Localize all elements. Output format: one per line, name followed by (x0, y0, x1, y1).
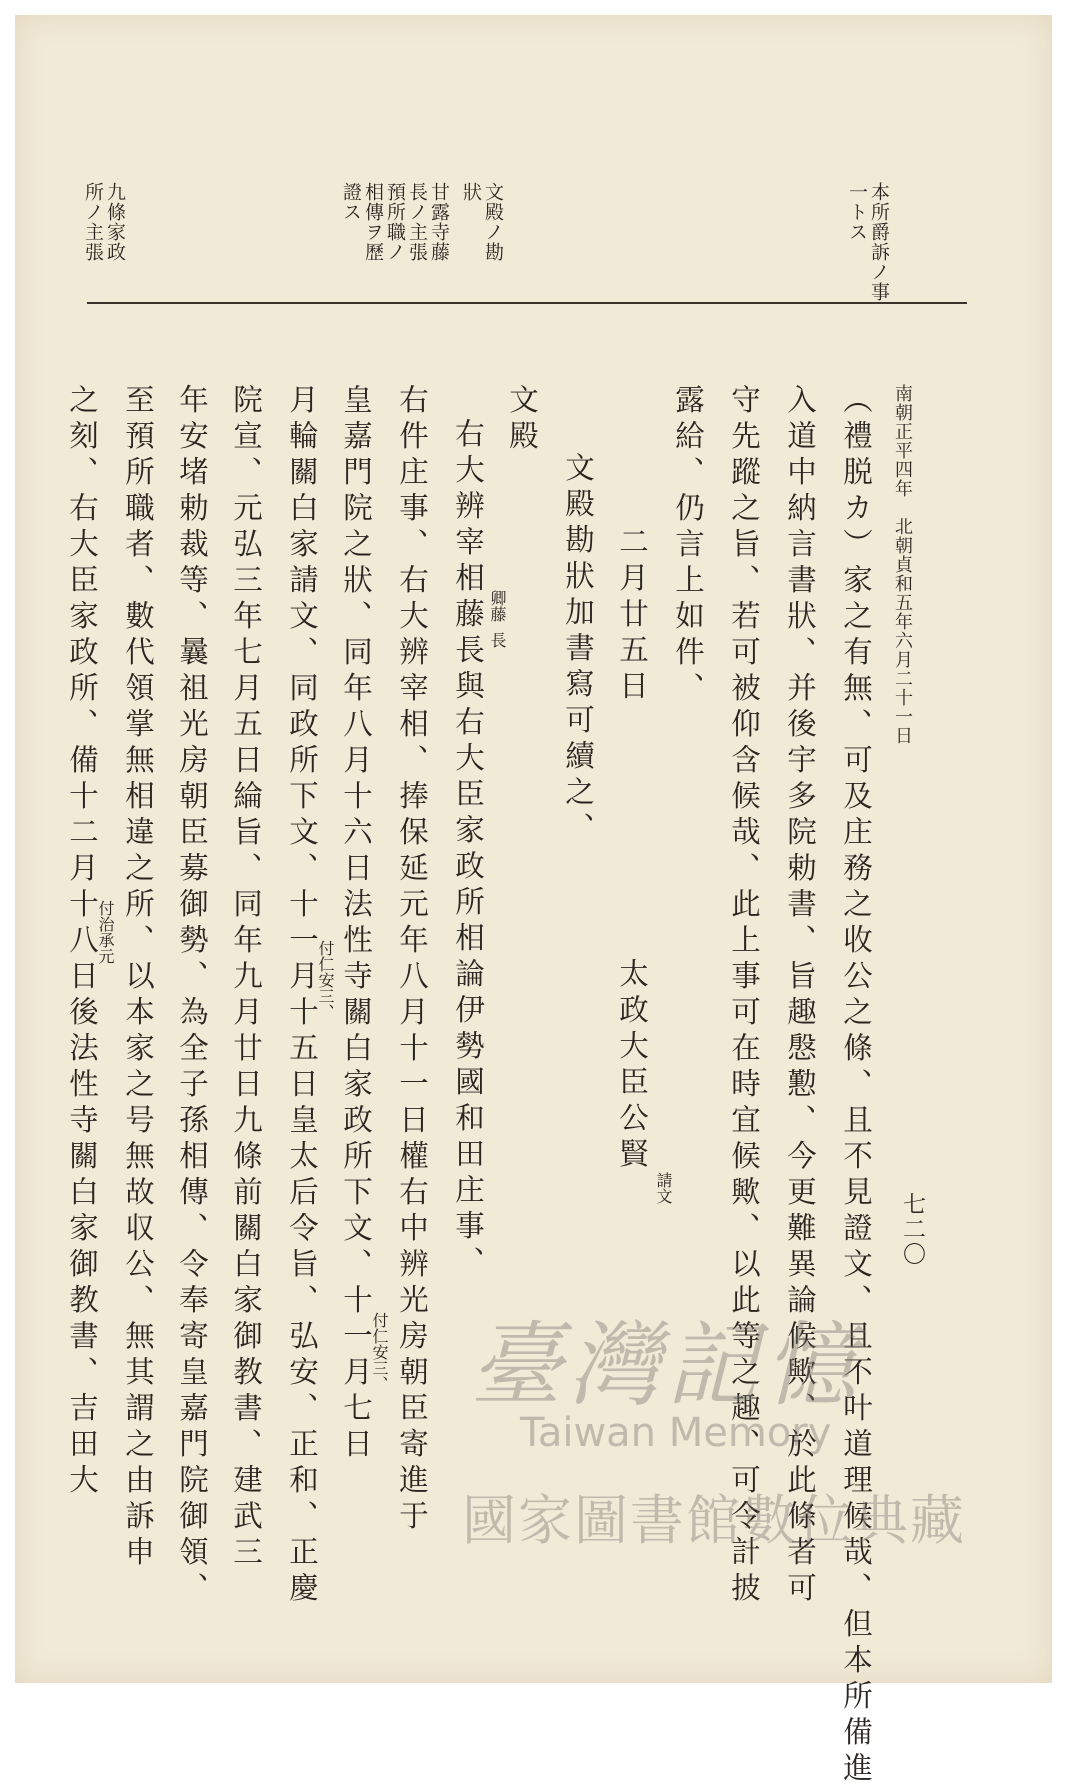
annotation-naga: 長 (488, 632, 507, 648)
text-column-7: 文殿 (505, 384, 539, 456)
annotation-fujinaga: 卿藤 (488, 590, 507, 622)
text-column-4: 露給、仍言上如件、 (671, 384, 705, 708)
margin-note-3: 甘露寺藤長ノ主張 (406, 182, 450, 262)
page-number: 七二〇 (899, 1192, 925, 1267)
text-column-2: 入道中納言書狀、并後宇多院勅書、旨趣慇懃、今更難異論候歟、於此條者可 (783, 384, 817, 1608)
text-column-1: （禮脱カ）家之有無、可及庄務之收公之條、且不見證文、且不叶道理候哉、但本所備進 (839, 384, 873, 1788)
margin-note-2: 文殿ノ勘狀 (460, 182, 504, 262)
annotation-jisho: 付治承元 (96, 900, 115, 964)
header-rule (87, 302, 967, 304)
text-column-14: 至預所職者、數代領掌無相違之所、以本家之号無故収公、無其謂之由訴申 (121, 384, 155, 1572)
margin-note-4: 預所職ノ相傳ヲ歷證ス (340, 182, 406, 262)
text-column-5: 二月廿五日 太政大臣公賢 (615, 526, 649, 1174)
annotation-ninan-1: 付仁安三、 (370, 1312, 389, 1392)
text-column-10: 皇嘉門院之狀、同年八月十六日法性寺關白家政所下文、十一月七日 (339, 384, 373, 1464)
margin-note-1: 本所爵訴ノ事一トス (846, 182, 890, 302)
watermark-english: Taiwan Memory (520, 1410, 832, 1456)
annotation-seibun: 請文 (654, 1172, 673, 1204)
text-column-3: 守先蹤之旨、若可被仰含候哉、此上事可在時宜候歟、以此等之趣、可令計披 (727, 384, 761, 1608)
watermark-chinese: 國家圖書館數位典藏 (462, 1489, 966, 1552)
text-column-9: 右件庄事、右大辨宰相、捧保延元年八月十一日權右中辨光房朝臣寄進于 (395, 384, 429, 1536)
margin-note-5: 九條家政所ノ主張 (82, 182, 126, 262)
annotation-ninan-2: 付仁安三、 (316, 940, 335, 1020)
running-header: 南朝正平四年 北朝貞和五年六月二十一日 (892, 384, 913, 745)
text-column-15: 之刻、右大臣家政所、備十二月十八日後法性寺關白家御教書、吉田大 (65, 384, 99, 1500)
text-column-12: 院宣、元弘三年七月五日綸旨、同年九月廿日九條前關白家御教書、建武三 (229, 384, 263, 1572)
text-column-6: 文殿勘狀加書寫可續之、 (561, 452, 595, 848)
text-column-8: 右大辨宰相藤長與右大臣家政所相論伊勢國和田庄事、 (451, 418, 485, 1282)
text-column-13: 年安堵勅裁等、曩祖光房朝臣募御勢、為全子孫相傳、令奉寄皇嘉門院御領、 (175, 384, 209, 1608)
text-column-11: 月輪關白家請文、同政所下文、十一月十五日皇太后令旨、弘安、正和、正慶 (285, 384, 319, 1608)
watermark-logo: 臺灣記憶 (470, 1312, 863, 1419)
